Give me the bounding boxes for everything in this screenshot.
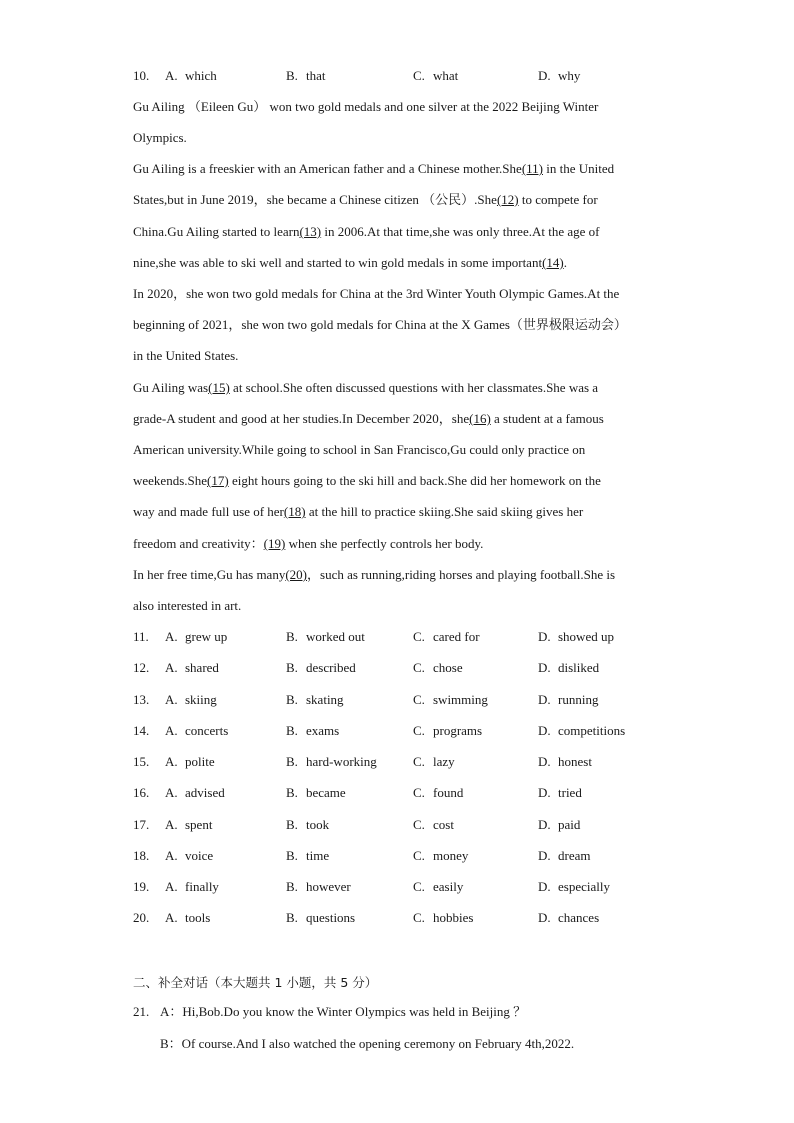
- passage-line: also interested in art.: [133, 598, 242, 613]
- option-d[interactable]: D. tried: [538, 785, 582, 800]
- blank-20[interactable]: (20): [285, 567, 308, 582]
- passage-line: weekends.She(17) eight hours going to the ski hill and back.She did her homework on the: [133, 473, 601, 488]
- passage-line: States,but in June 2019，she became a Chinese citizen （公民）.She(12) to compete for: [133, 192, 598, 207]
- blank-11[interactable]: (11): [521, 161, 543, 176]
- option-d[interactable]: D. chances: [538, 910, 600, 925]
- option-b[interactable]: B. exams: [286, 723, 340, 738]
- option-a[interactable]: A. polite: [165, 754, 215, 769]
- option-a[interactable]: A. skiing: [165, 692, 217, 707]
- passage-line: China.Gu Ailing started to learn(13) in 2006.At that time,she was only three.At the age of: [133, 224, 600, 239]
- section-title: 二、补全对话（本大题共 1 小题，共 5 分）: [133, 975, 378, 990]
- question-21-number: 21.: [133, 1004, 150, 1019]
- question-options-row: [133, 910, 653, 926]
- passage-line: Olympics.: [133, 130, 187, 145]
- dialogue-line-a: A：Hi,Bob.Do you know the Winter Olympics was held in Beijing ？: [160, 1004, 527, 1019]
- option-c[interactable]: C. swimming: [413, 692, 488, 707]
- question-number: 15.: [133, 754, 150, 769]
- option-b[interactable]: B. became: [286, 785, 346, 800]
- option-a[interactable]: A. spent: [165, 817, 213, 832]
- question-10-options: [133, 68, 653, 84]
- blank-12[interactable]: (12): [496, 192, 519, 207]
- option-b[interactable]: B. time: [286, 848, 330, 863]
- blank-19[interactable]: (19): [263, 536, 286, 551]
- passage-line: Gu Ailing is a freeskier with an American father and a Chinese mother.She(11) in the United: [133, 161, 615, 176]
- option-b[interactable]: B. took: [286, 817, 330, 832]
- option-b[interactable]: B. however: [286, 879, 351, 894]
- option-c[interactable]: C. programs: [413, 723, 483, 738]
- passage-line: nine,she was able to ski well and started to win gold medals in some important(14).: [133, 255, 567, 270]
- question-options-row: [133, 660, 653, 676]
- blank-15[interactable]: (15): [208, 380, 230, 395]
- blank-16[interactable]: (16): [469, 411, 491, 426]
- option-c[interactable]: C. money: [413, 848, 469, 863]
- option-a[interactable]: A. shared: [165, 660, 219, 675]
- question-number: 19.: [133, 879, 150, 894]
- option-a[interactable]: A. which: [165, 68, 217, 83]
- question-options-row: [133, 754, 653, 770]
- option-c[interactable]: C. cost: [413, 817, 454, 832]
- option-d[interactable]: D. disliked: [538, 660, 600, 675]
- question-options-row: [133, 879, 653, 895]
- blank-14[interactable]: (14): [542, 255, 564, 270]
- option-b[interactable]: B. that: [286, 68, 326, 83]
- option-d[interactable]: D. especially: [538, 879, 610, 894]
- question-options-row: [133, 692, 653, 708]
- question-number: 12.: [133, 660, 150, 675]
- passage-line: Gu Ailing was(15) at school.She often discussed questions with her classmates.She was a: [133, 380, 599, 395]
- option-c[interactable]: C. chose: [413, 660, 463, 675]
- option-d[interactable]: D. dream: [538, 848, 591, 863]
- passage-line: freedom and creativity：(19) when she perfectly controls her body.: [133, 536, 484, 551]
- question-options-row: [133, 723, 653, 739]
- question-options-row: [133, 848, 653, 864]
- option-d[interactable]: D. running: [538, 692, 599, 707]
- question-number: 13.: [133, 692, 150, 707]
- option-a[interactable]: A. concerts: [165, 723, 229, 738]
- question-number: 20.: [133, 910, 150, 925]
- option-a[interactable]: A. tools: [165, 910, 211, 925]
- passage-line: Gu Ailing （Eileen Gu） won two gold medals and one silver at the 2022 Beijing Winter: [133, 99, 599, 114]
- question-options-row: [133, 785, 653, 801]
- question-options-row: [133, 817, 653, 833]
- dialogue-line-b: B：Of course.And I also watched the opening ceremony on February 4th,2022.: [160, 1036, 575, 1051]
- option-a[interactable]: A. finally: [165, 879, 219, 894]
- option-d[interactable]: D. showed up: [538, 629, 614, 644]
- option-b[interactable]: B. worked out: [286, 629, 365, 644]
- question-number: 16.: [133, 785, 150, 800]
- question-options-row: [133, 629, 653, 645]
- passage-line: In her free time,Gu has many(20)，such as running,riding horses and playing football.She is: [133, 567, 616, 582]
- option-a[interactable]: A. voice: [165, 848, 214, 863]
- blank-18[interactable]: (18): [283, 504, 306, 519]
- blank-17[interactable]: (17): [207, 473, 229, 488]
- question-number: 17.: [133, 817, 150, 832]
- blank-13[interactable]: (13): [299, 224, 322, 239]
- option-c[interactable]: C. what: [413, 68, 459, 83]
- passage-line: grade-A student and good at her studies.In December 2020，she(16) a student at a famous: [133, 411, 604, 426]
- option-c[interactable]: C. cared for: [413, 629, 480, 644]
- passage-line: In 2020，she won two gold medals for China at the 3rd Winter Youth Olympic Games.At the: [133, 286, 620, 301]
- question-number: 14.: [133, 723, 150, 738]
- option-a[interactable]: A. advised: [165, 785, 225, 800]
- passage-line: way and made full use of her(18) at the hill to practice skiing.She said skiing gives her: [133, 504, 584, 519]
- option-b[interactable]: B. questions: [286, 910, 356, 925]
- option-b[interactable]: B. hard-working: [286, 754, 377, 769]
- passage-line: in the United States.: [133, 348, 239, 363]
- option-d[interactable]: D. honest: [538, 754, 592, 769]
- option-d[interactable]: D. competitions: [538, 723, 626, 738]
- option-a[interactable]: A. grew up: [165, 629, 228, 644]
- passage-line: American university.While going to school in San Francisco,Gu could only practice on: [133, 442, 586, 457]
- option-d[interactable]: D. paid: [538, 817, 581, 832]
- option-b[interactable]: B. skating: [286, 692, 344, 707]
- passage-line: beginning of 2021，she won two gold medals for China at the X Games（世界极限运动会）: [133, 317, 627, 332]
- question-number: 10.: [133, 68, 150, 83]
- option-c[interactable]: C. lazy: [413, 754, 455, 769]
- option-c[interactable]: C. easily: [413, 879, 464, 894]
- option-b[interactable]: B. described: [286, 660, 356, 675]
- question-number: 11.: [133, 629, 149, 644]
- option-c[interactable]: C. hobbies: [413, 910, 474, 925]
- question-number: 18.: [133, 848, 150, 863]
- option-d[interactable]: D. why: [538, 68, 581, 83]
- option-c[interactable]: C. found: [413, 785, 464, 800]
